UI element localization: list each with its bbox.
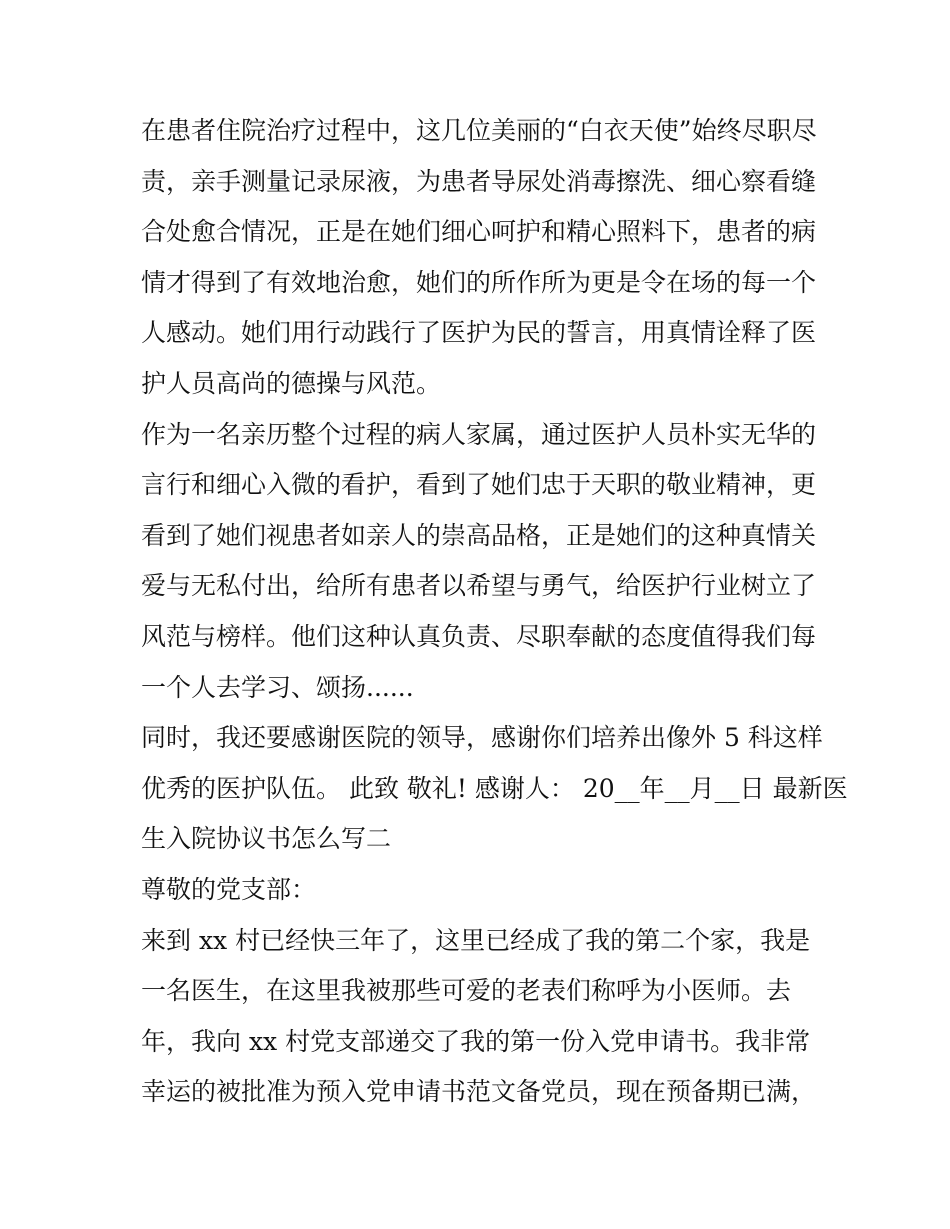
- text-line: 作为一名亲历整个过程的病人家属，通过医护人员朴实无华的: [141, 419, 817, 449]
- text-line: 来到 xx 村已经快三年了，这里已经成了我的第二个家，我是: [141, 925, 811, 955]
- document-body: [141, 106, 848, 1118]
- text-line: 情才得到了有效地治愈，她们的所作所为更是令在场的每一个: [141, 267, 817, 297]
- text-line: 看到了她们视患者如亲人的崇高品格，正是她们的这种真情关: [141, 520, 817, 550]
- text-line: 幸运的被批准为预入党申请书范文备党员，现在预备期已满，: [141, 1077, 817, 1107]
- text-line: 生入院协议书怎么写二: [141, 824, 392, 854]
- text-line: 爱与无私付出，给所有患者以希望与勇气，给医护行业树立了: [141, 571, 817, 601]
- text-line: 一名医生，在这里我被那些可爱的老表们称呼为小医师。去: [141, 976, 792, 1006]
- text-line: 言行和细心入微的看护，看到了她们忠于天职的敬业精神，更: [141, 470, 817, 500]
- text-line: 尊敬的党支部：: [141, 874, 317, 904]
- text-line: 优秀的医护队伍。 此致 敬礼! 感谢人： 20__年__月__日 最新医: [141, 773, 848, 803]
- text-line: 风范与榜样。他们这种认真负责、尽职奉献的态度值得我们每: [141, 621, 817, 651]
- text-line: 一个人去学习、颂扬......: [141, 672, 414, 702]
- text-line: 合处愈合情况，正是在她们细心呵护和精心照料下，患者的病: [141, 217, 817, 247]
- text-line: 同时，我还要感谢医院的领导，感谢你们培养出像外 5 科这样: [141, 723, 823, 753]
- text-line: 年，我向 xx 村党支部递交了我的第一份入党申请书。我非常: [141, 1026, 811, 1056]
- text-line: 责，亲手测量记录尿液，为患者导尿处消毒擦洗、细心察看缝: [141, 166, 817, 196]
- text-line: 人感动。她们用行动践行了医护为民的誓言，用真情诠释了医: [141, 318, 817, 348]
- text-line: 在患者住院治疗过程中，这几位美丽的“白衣天使”始终尽职尽: [141, 116, 817, 145]
- text-line: 护人员高尚的德操与风范。: [141, 368, 442, 398]
